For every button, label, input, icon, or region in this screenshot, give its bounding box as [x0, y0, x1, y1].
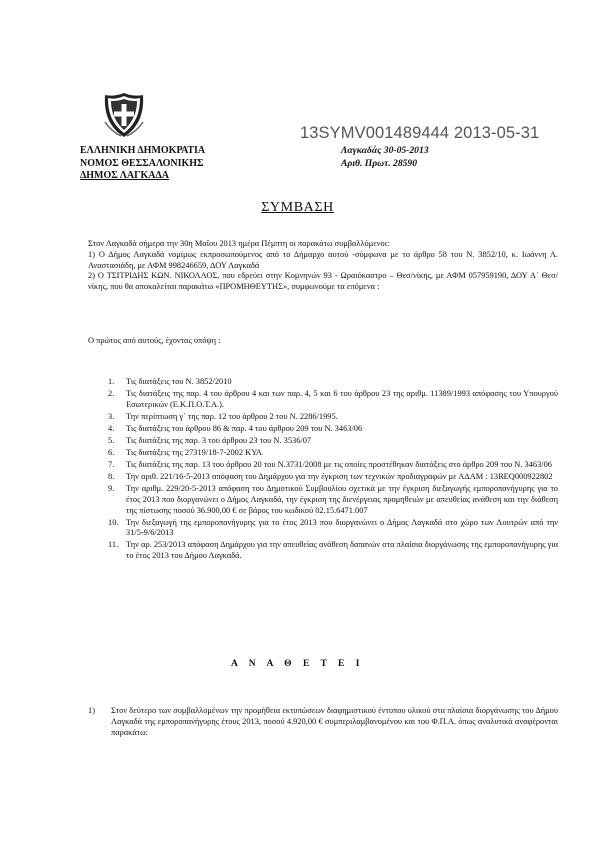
consideration-number: 6.: [108, 448, 115, 458]
consideration-item: [108, 518, 558, 539]
consideration-number: 2.: [108, 389, 115, 399]
consideration-number: 4.: [108, 423, 115, 433]
header-line-municipality: ΔΗΜΟΣ ΛΑΓΚΑΔΑ: [80, 170, 169, 181]
registry-stamp: 13SYMV001489444 2013-05-31: [300, 124, 540, 142]
protocol-number: Αριθ. Πρωτ. 28590: [341, 157, 418, 169]
document-title: ΣΥΜΒΑΣΗ: [261, 200, 334, 215]
consideration-text: Τις διατάξεις του άρθρου 86 & παρ. 4 του άρθρου 209 του Ν. 3463/06: [126, 423, 363, 433]
intro-line: Στον Λαγκαδά σήμερα την 30η Μαΐου 2013 ημέρα Πέμπτη οι παρακάτω συμβαλλόμενοι:: [88, 239, 390, 248]
considerations-lead: Ο πρώτος από αυτούς, έχοντας υπόψη :: [88, 336, 221, 345]
consideration-text: Την περίπτωση γ΄ της παρ. 12 του άρθρου 2 του Ν. 2286/1995.: [126, 411, 338, 421]
consideration-item: [108, 377, 558, 388]
header-line-country: ΕΛΛΗΝΙΚΗ ΔΗΜΟΚΡΑΤΙΑ: [80, 145, 206, 156]
consideration-item: [108, 472, 558, 483]
header-line-prefecture: ΝΟΜΟΣ ΘΕΣΣΑΛΟΝΙΚΗΣ: [80, 157, 204, 169]
consideration-item: [108, 448, 558, 459]
consideration-number: 1.: [108, 377, 115, 386]
consideration-number: 10.: [108, 517, 119, 527]
consideration-text: Τις διατάξεις της παρ. 4 του άρθρου 4 και των παρ. 4, 5 και 6 του άρθρου 23 της αριθμ. 11389/1993 απόφασης του Υπουργού Εσωτερικών (Ε.Κ.Π.Ο.Τ.Α.).: [126, 389, 558, 409]
consideration-text: Την αριθμ. 229/20-5-2013 απόφαση του Δημοτικού Συμβουλίου σχετικά με την έγκριση διεξαγωγής εμποροπανήγυρης για το έτος 2013 που διοργανώνει ο Δήμος Λαγκαδά, την έγκριση της διενέργειας προμηθειών με απευθείας ανάθεση και την διάθεση της πίστωσης ποσού 36.900,00 € σε βάρος του κωδικού 02.15.6471.007: [126, 484, 558, 515]
clause-text: Στον δεύτερο των συμβαλλομένων την προμήθεια εκτυπώσεων διαφημιστικού έντυπου υλικού στα πλαίσια διοργάνωσης του Δήμου Λαγκαδά της εμποροπανήγυρης έτους 2013, ποσού 4.920,00 € συμπεριλαμβανομένου και του Φ.Π.Α. όπως αναλυτικά αναφέρονται παρακάτω:: [111, 706, 558, 737]
clause-number: 1): [88, 706, 95, 715]
issuer-header: [80, 145, 205, 183]
consideration-number: 8.: [108, 472, 115, 482]
consideration-number: 5.: [108, 435, 115, 445]
assignment-clause: [88, 706, 558, 738]
intro-section: [88, 239, 558, 293]
consideration-text: Την διεξαγωγή της εμποροπανήγυρης για το έτος 2013 που διοργανώνει ο Δήμος Λαγκαδά στο χώρο των Λουτρών από την 31/5-9/6/2013: [126, 517, 558, 538]
consideration-item: [108, 436, 558, 447]
consideration-text: Την αρ. 253/2013 απόφαση Δημάρχου για την απευθείας ανάθεση δαπανών στα πλαίσια διοργάνωσης της εμποροπανήγυρης για το έτος 2013 του Δήμου Λαγκαδά.: [126, 540, 558, 560]
consideration-item: [108, 424, 558, 435]
consideration-item: [108, 412, 558, 423]
place-date-block: [341, 145, 429, 170]
party-1: 1) Ο Δήμος Λαγκαδά νομίμως εκπροσωπούμενος από το Δήμαρχο αυτού -σύμφωνα με το άρθρο 58 του Ν. 3852/10, κ. Ιωάννη Α. Αναστασιάδη, με ΑΦΜ 998246659, ΔΟΥ Λαγκαδά: [88, 249, 558, 270]
consideration-item: [108, 460, 558, 471]
consideration-text: Τις διατάξεις της 27319/18-7-2002 ΚΥΑ: [126, 448, 262, 458]
consideration-item: [108, 540, 558, 561]
greek-emblem-icon: [103, 92, 145, 138]
considerations-list: [108, 377, 558, 563]
consideration-text: Τις διατάξεις της παρ. 13 του άρθρου 20 του Ν.3731/2008 με τις οποίες προστέθηκαν διατάξεις στο άρθρο 209 του Ν. 3463/06: [126, 460, 552, 470]
consideration-text: Τις διατάξεις της παρ. 3 του άρθρου 23 του Ν. 3536/07: [126, 435, 312, 445]
consideration-item: [108, 484, 558, 516]
consideration-number: 3.: [108, 411, 115, 421]
place-date: Λαγκαδάς 30-05-2013: [341, 145, 429, 156]
consideration-item: [108, 389, 558, 410]
consideration-number: 7.: [108, 460, 115, 470]
assigns-heading: Α Ν Α Θ Ε Τ Ε Ι: [231, 659, 364, 669]
consideration-text: Τις διατάξεις του Ν. 3852/2010: [126, 377, 232, 386]
consideration-number: 11.: [108, 540, 119, 550]
party-2: 2) Ο ΤΣΙΤΡΙΔΗΣ ΚΩΝ. ΝΙΚΟΛΑΟΣ, που εδρεύει στην Κομνηνών 93 - Ωραιόκαστρο – Θεσ/νίκης, με ΑΦΜ 057959190, ΔΟΥ Α΄ Θεσ/νίκης, που θα αποκαλείται παρακάτω «ΠΡΟΜΗΘΕΥΤΗΣ», συμφωνούμε τα επόμενα :: [88, 271, 558, 292]
consideration-text: Την αριθ. 221/16-5-2013 απόφαση του Δημάρχου για την έγκριση των τεχνικών προδιαγραφών με ΑΔΑΜ : 13REQ000922802: [126, 472, 553, 482]
consideration-number: 9.: [108, 484, 115, 494]
